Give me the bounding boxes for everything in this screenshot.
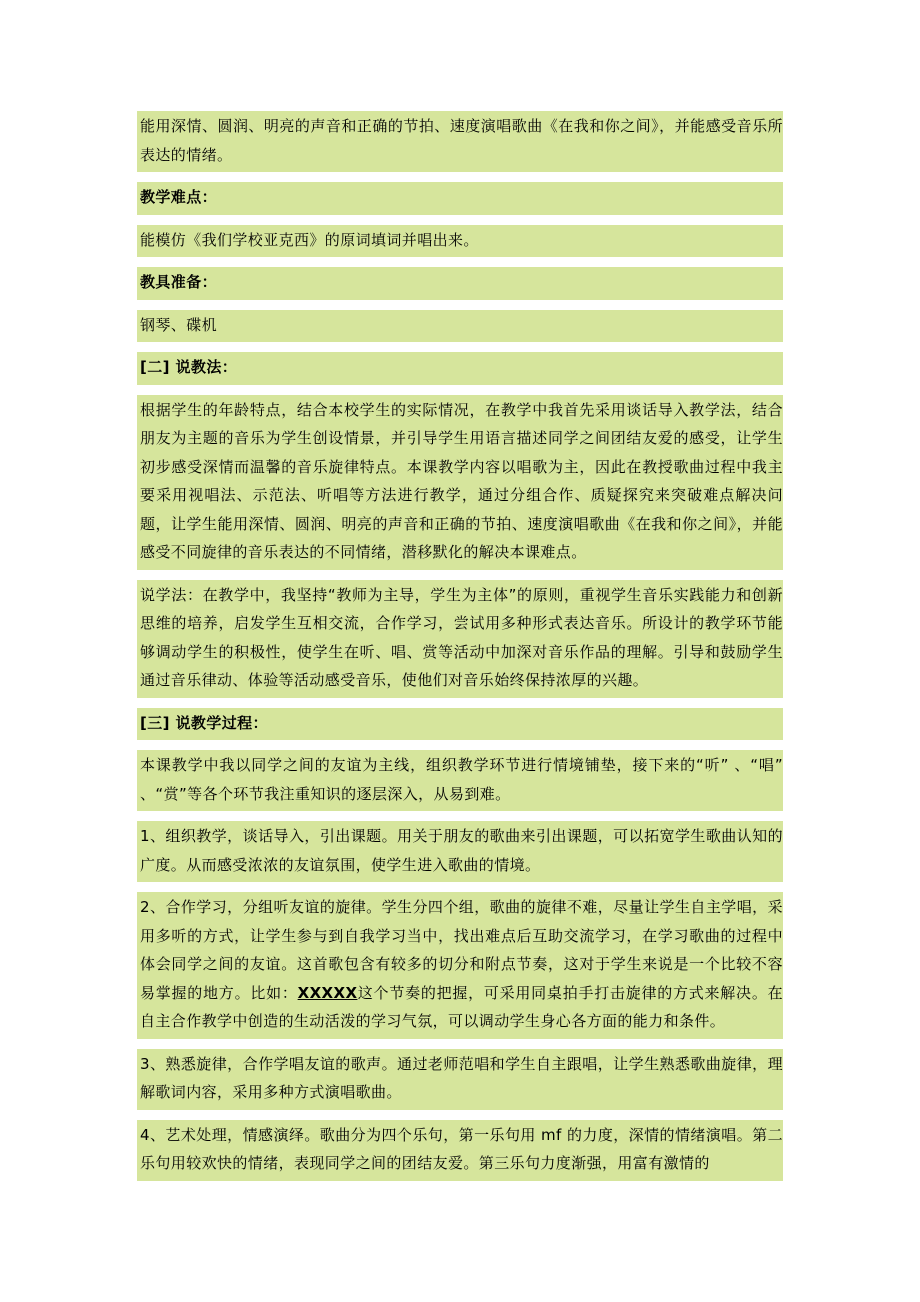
rhythm-pattern: XXXXX — [297, 983, 358, 1002]
step4: 4、艺术处理，情感演绎。歌曲分为四个乐句，第一乐句用 mf 的力度，深情的情绪演唱。第二乐句用较欢快的情绪，表现同学之间的团结友爱。第三乐句力度渐强，用富有激情的 — [137, 1120, 783, 1181]
difficulty-heading: 教学难点： — [137, 182, 783, 215]
method-text: 根据学生的年龄特点，结合本校学生的实际情况，在教学中我首先采用谈话导入教学法，结合朋友为主题的音乐为学生创设情景，并引导学生用语言描述同学之间团结友爱的感受，让学生初步感受深情而温馨的音乐旋律特点。本课教学内容以唱歌为主，因此在教授歌曲过程中我主要采用视唱法、示范法、听唱等方法进行教学，通过分组合作、质疑探究来突破难点解决问题，让学生能用深情、圆润、明亮的声音和正确的节拍、速度演唱歌曲《在我和你之间》，并能感受不同旋律的音乐表达的不同情绪，潜移默化的解决本课难点。 — [137, 395, 783, 570]
step2-text-b: 这个节奏的把握，可采用同桌拍手打击旋律的方式来解决。在自主合作教学中创造的生动活泼的学习气氛，可以调动学生身心各方面的能力和条件。 — [140, 983, 783, 1030]
learning-text: 说学法：在教学中，我坚持“教师为主导，学生为主体”的原则，重视学生音乐实践能力和创新思维的培养，启发学生互相交流，合作学习，尝试用多种形式表达音乐。所设计的教学环节能够调动学生的积极性，使学生在听、唱、赏等活动中加深对音乐作品的理解。引导和鼓励学生通过音乐律动、体验等活动感受音乐，使他们对音乐始终保持浓厚的兴趣。 — [137, 580, 783, 698]
step1: 1、组织教学，谈话导入，引出课题。用关于朋友的歌曲来引出课题，可以拓宽学生歌曲认知的广度。从而感受浓浓的友谊氛围，使学生进入歌曲的情境。 — [137, 821, 783, 882]
step2 — [137, 892, 783, 1039]
tools-heading: 教具准备： — [137, 267, 783, 300]
section2-heading: [二] 说教法： — [137, 352, 783, 385]
step2-text-a: 2、合作学习，分组听友谊的旋律。学生分四个组，歌曲的旋律不难，尽量让学生自主学唱，采用多听的方式，让学生参与到自我学习当中，找出难点后互助交流学习，在学习歌曲的过程中体会同学之间的友谊。这首歌包含有较多的切分和附点节奏，这对于学生来说是一个比较不容易掌握的地方。比如： — [140, 898, 783, 1002]
difficulty-text: 能模仿《我们学校亚克西》的原词填词并唱出来。 — [137, 225, 783, 258]
goal-text: 能用深情、圆润、明亮的声音和正确的节拍、速度演唱歌曲《在我和你之间》，并能感受音乐所表达的情绪。 — [137, 111, 783, 172]
tools-text: 钢琴、碟机 — [137, 310, 783, 343]
process-intro: 本课教学中我以同学之间的友谊为主线，组织教学环节进行情境铺垫，接下来的“听” 、“唱” 、“赏”等各个环节我注重知识的逐层深入，从易到难。 — [137, 750, 783, 811]
section3-heading: [三] 说教学过程： — [137, 708, 783, 741]
document-body — [137, 111, 783, 1192]
step3: 3、熟悉旋律，合作学唱友谊的歌声。通过老师范唱和学生自主跟唱，让学生熟悉歌曲旋律，理解歌词内容，采用多种方式演唱歌曲。 — [137, 1049, 783, 1110]
